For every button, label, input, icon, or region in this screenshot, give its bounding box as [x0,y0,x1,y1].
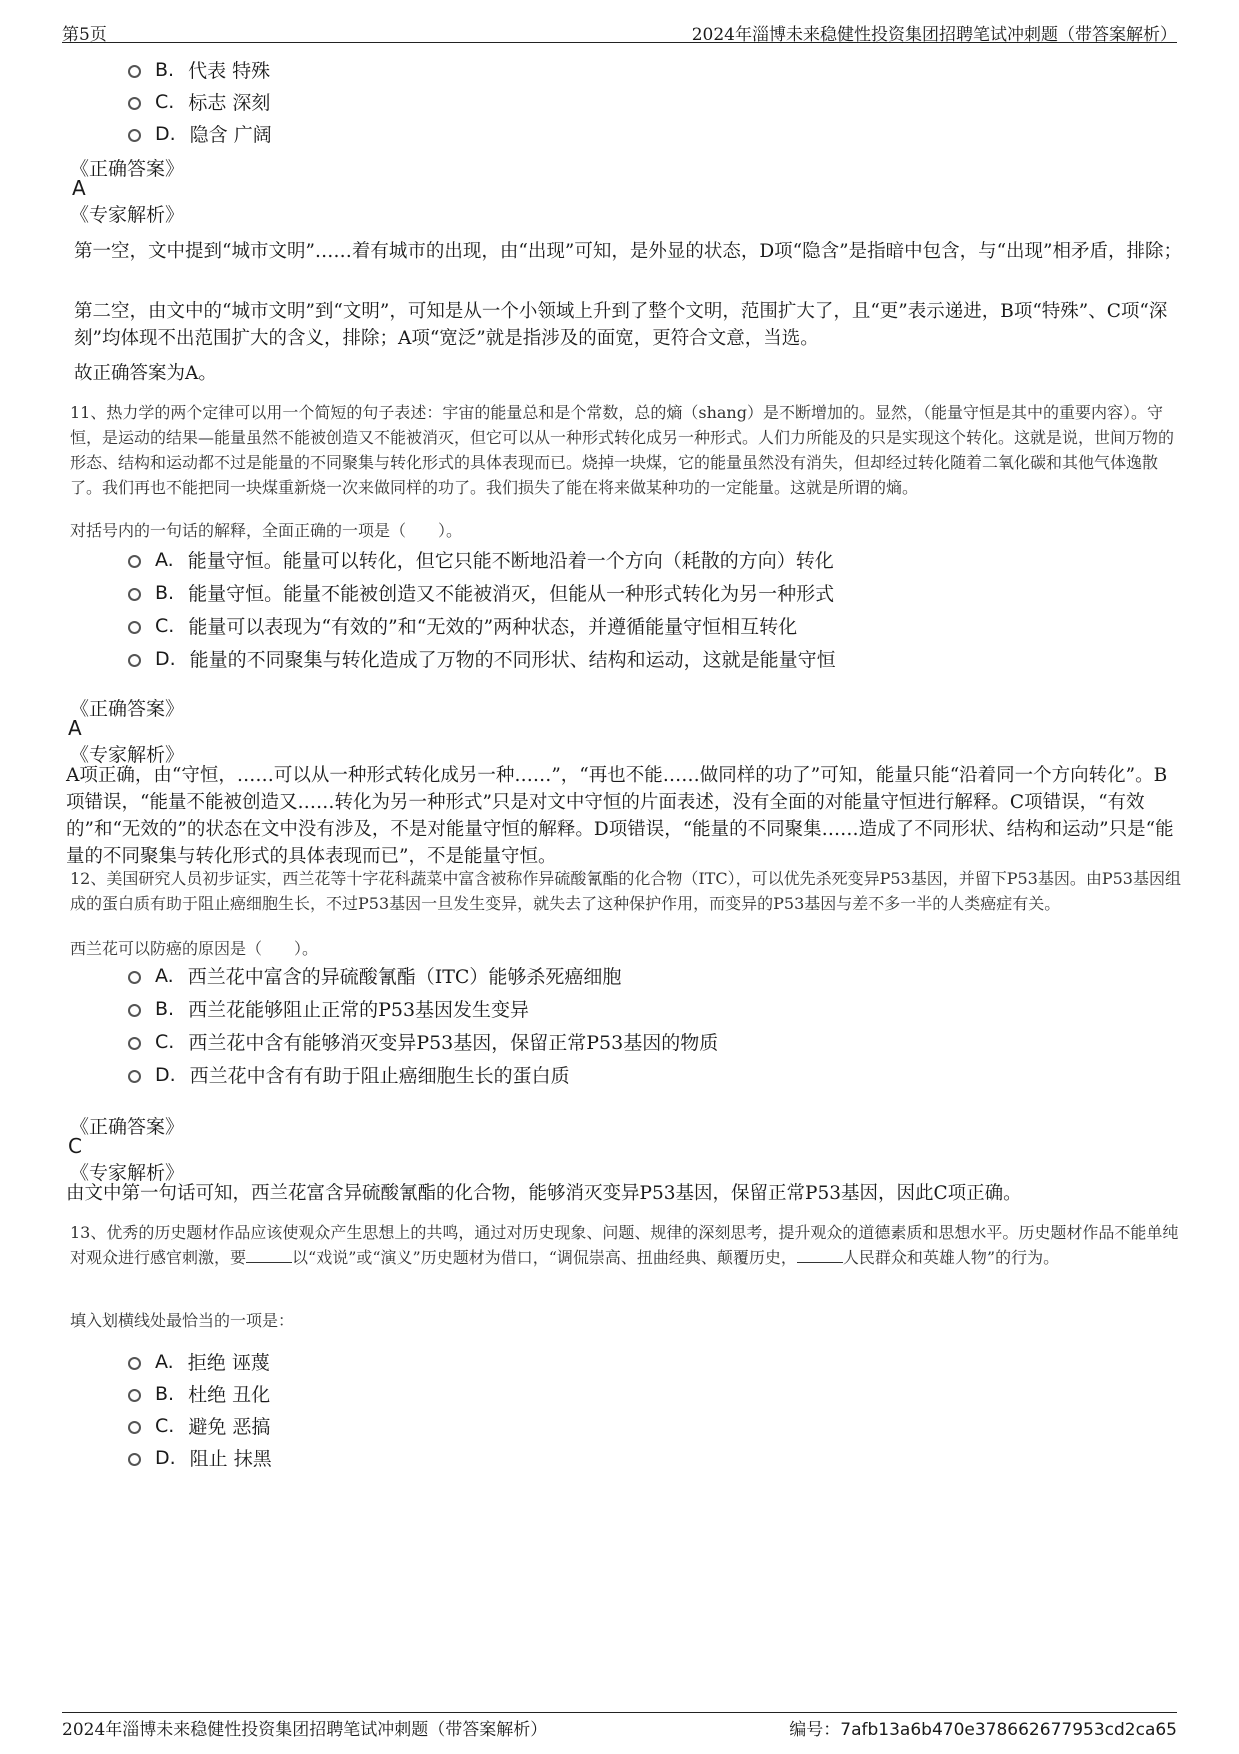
q11-answer: A [68,716,82,740]
radio-icon[interactable] [128,1453,141,1466]
radio-icon[interactable] [128,1004,141,1017]
q13-option-d[interactable]: D. 阻止 抹黑 [128,1444,272,1471]
document-title: 2024年淄博未来稳健性投资集团招聘笔试冲刺题（带答案解析） [691,25,1177,45]
radio-icon[interactable] [128,971,141,984]
radio-icon[interactable] [128,1389,141,1402]
q11-analysis-heading: 《专家解析》 [70,744,185,766]
radio-icon[interactable] [128,588,141,601]
q12-option-a[interactable]: A. 西兰花中富含的异硫酸氰酯（ITC）能够杀死癌细胞 [128,962,621,989]
q12-option-b[interactable]: B. 西兰花能够阻止正常的P53基因发生变异 [128,995,529,1022]
radio-icon[interactable] [128,1037,141,1050]
q10-answer: A [72,176,86,200]
q12-option-c[interactable]: C. 西兰花中含有能够消灭变异P53基因，保留正常P53基因的物质 [128,1028,718,1055]
q11-stem: 11、热力学的两个定律可以用一个简短的句子表述：宇宙的能量总和是个常数，总的熵（shang）是不断增加的。显然，（能量守恒是其中的重要内容）。守恒，是运动的结果—能量虽然不能被创造又不能被消灭，但它可以从一种形式转化成另一种形式。人们力所能及的只是实现这个转化。这就是说，世间万物的形态、结构和运动都不过是能量的不同聚集与转化形式的具体表现而已。烧掉一块煤，它的能量虽然没有消失，但却经过转化随着二氧化碳和其他气体逸散了。我们再也不能把同一块煤重新烧一次来做同样的功了。我们损失了能在将来做某种功的一定能量。这就是所谓的熵。 [70,403,1175,497]
q11-option-a[interactable]: A. 能量守恒。能量可以转化，但它只能不断地沿着一个方向（耗散的方向）转化 [128,546,834,573]
q12-analysis-heading: 《专家解析》 [70,1162,185,1184]
q12-answer-heading: 《正确答案》 [70,1116,185,1138]
radio-icon[interactable] [128,555,141,568]
q12-analysis: 由文中第一句话可知，西兰花富含异硫酸氰酯的化合物，能够消灭变异P53基因，保留正常P53基因，因此C项正确。 [66,1183,1022,1204]
radio-icon[interactable] [128,1070,141,1083]
radio-icon[interactable] [128,621,141,634]
q10-analysis-p2: 第二空，由文中的“城市文明”到“文明”，可知是从一个小领域上升到了整个文明，范围扩大了，且“更”表示递进，B项“特殊”、C项“深刻”均体现不出范围扩大的含义，排除；A项“宽泛”就是指涉及的面宽，更符合文意，当选。 [74,301,1168,349]
q12-stem: 12、美国研究人员初步证实，西兰花等十字花科蔬菜中富含被称作异硫酸氰酯的化合物（ITC），可以优先杀死变异P53基因，并留下P53基因。由P53基因组成的蛋白质有助于阻止癌细胞生长，不过P53基因一旦发生变异，就失去了这种保护作用，而变异的P53基因与差不多一半的人类癌症有关。 [70,869,1181,913]
radio-icon[interactable] [128,1357,141,1370]
q12-option-d[interactable]: D. 西兰花中含有有助于阻止癌细胞生长的蛋白质 [128,1061,570,1088]
q10-option-d[interactable]: D. 隐含 广阔 [128,120,272,147]
q11-prompt: 对括号内的一句话的解释，全面正确的一项是（ ）。 [70,521,463,540]
q10-option-c[interactable]: C. 标志 深刻 [128,88,270,115]
q11-option-b[interactable]: B. 能量守恒。能量不能被创造又不能被消灭，但能从一种形式转化为另一种形式 [128,579,834,606]
page-number: 第5页 [62,25,107,45]
radio-icon[interactable] [128,65,141,78]
document-code [789,1715,1177,1740]
q10-analysis-p3: 故正确答案为A。 [74,363,217,384]
q13-option-a[interactable]: A. 拒绝 诬蔑 [128,1348,270,1375]
q10-analysis-p1: 第一空，文中提到“城市文明”……着有城市的出现，由“出现”可知，是外显的状态，D项“隐含”是指暗中包含，与“出现”相矛盾，排除； [74,241,1182,262]
fill-blank-1 [246,1248,292,1263]
code-label: 编号： [789,1720,841,1740]
q13-prompt: 填入划横线处最恰当的一项是： [70,1311,295,1330]
footer-divider [62,1712,1177,1713]
code-value: 7afb13a6b470e378662677953cd2ca65 [840,1720,1177,1740]
q13-option-b[interactable]: B. 杜绝 丑化 [128,1380,270,1407]
radio-icon[interactable] [128,654,141,667]
footer-title: 2024年淄博未来稳健性投资集团招聘笔试冲刺题（带答案解析） [62,1720,548,1740]
fill-blank-2 [797,1248,843,1263]
q11-answer-heading: 《正确答案》 [70,698,185,720]
q10-analysis-heading: 《专家解析》 [70,204,185,226]
radio-icon[interactable] [128,129,141,142]
q10-answer-heading: 《正确答案》 [70,158,185,180]
q11-option-c[interactable]: C. 能量可以表现为“有效的”和“无效的”两种状态，并遵循能量守恒相互转化 [128,612,797,639]
q13-option-c[interactable]: C. 避免 恶搞 [128,1412,270,1439]
q12-answer: C [68,1134,82,1158]
q11-option-d[interactable]: D. 能量的不同聚集与转化造成了万物的不同形状、结构和运动，这就是能量守恒 [128,645,836,672]
header-divider [62,42,1177,43]
q10-option-b[interactable]: B. 代表 特殊 [128,56,270,83]
q13-stem: 13、优秀的历史题材作品应该使观众产生思想上的共鸣，通过对历史现象、问题、规律的深刻思考，提升观众的道德素质和思想水平。历史题材作品不能单纯对观众进行感官刺激，要 以“戏说”或“演义”历史题材为借口，“调侃崇高、扭曲经典、颠覆历史， 人民群众和英雄人物”的行为。 [70,1223,1179,1267]
radio-icon[interactable] [128,1421,141,1434]
q11-analysis: A项正确，由“守恒，……可以从一种形式转化成另一种……”，“再也不能……做同样的功了”可知，能量只能“沿着同一个方向转化”。B项错误，“能量不能被创造又……转化为另一种形式”只是对文中守恒的片面表述，没有全面的对能量守恒进行解释。C项错误，“有效的”和“无效的”的状态在文中没有涉及，不是对能量守恒的解释。D项错误，“能量的不同聚集……造成了不同形状、结构和运动”只是“能量的不同聚集与转化形式的具体表现而已”，不是能量守恒。 [66,765,1174,867]
radio-icon[interactable] [128,97,141,110]
q12-prompt: 西兰花可以防癌的原因是（ ）。 [70,939,319,958]
